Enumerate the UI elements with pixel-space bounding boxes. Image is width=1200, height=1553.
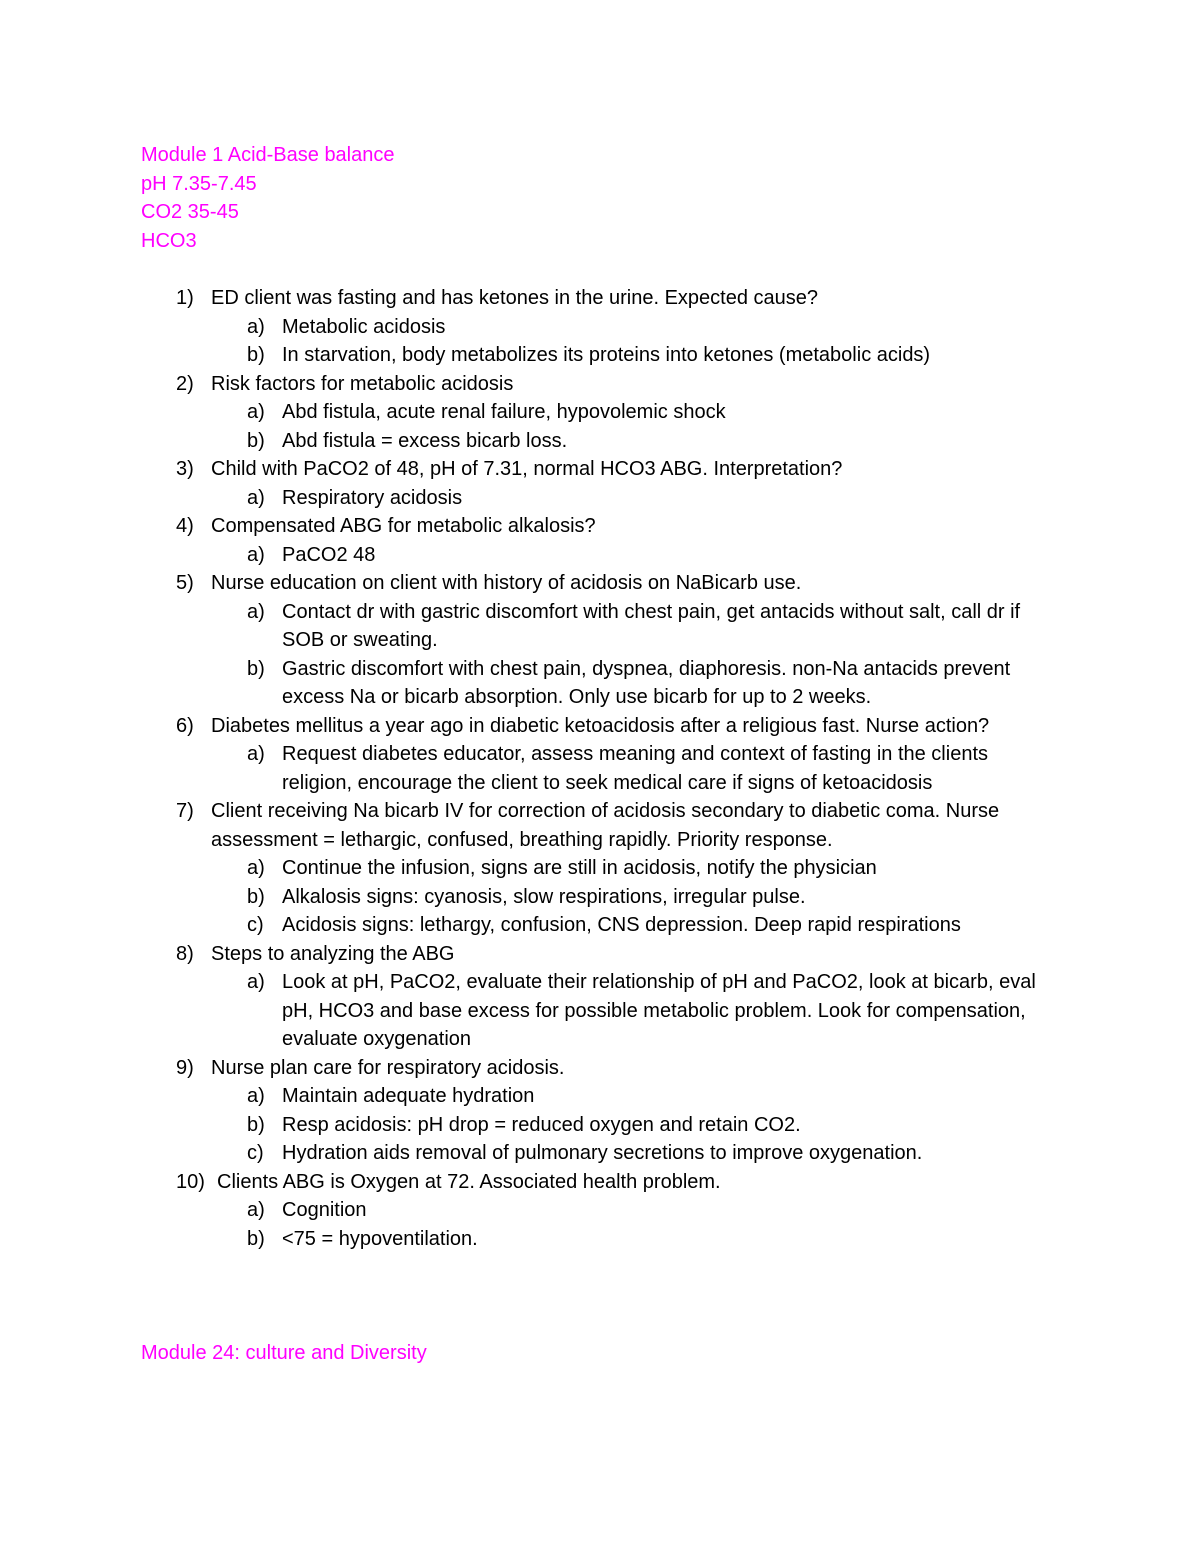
answer-item <box>0 598 1200 655</box>
question-text: Diabetes mellitus a year ago in diabetic ketoacidosis after a religious fast. Nurse action? <box>211 714 990 737</box>
module-title: Module 1 Acid-Base balance <box>141 144 395 166</box>
answer-letter: a) <box>247 486 265 509</box>
answer-letter: c) <box>247 914 264 936</box>
answer-letter: a) <box>247 1085 265 1107</box>
answer-text: Continue the infusion, signs are still in acidosis, notify the physician <box>282 857 877 879</box>
answer-text: Look at pH, PaCO2, evaluate their relationship of pH and PaCO2, look at bicarb, eval pH, HCO3 and base excess for possible metabolic problem. Look for compensation, evaluate oxygenation <box>282 971 1036 1050</box>
question-list <box>0 284 1200 1253</box>
answer-text: Request diabetes educator, assess meaning and context of fasting in the clients religion, encourage the client to seek medical care if signs of ketoacidosis <box>282 743 988 794</box>
answer-item <box>0 341 1200 370</box>
question-number: 8) <box>176 942 194 965</box>
answer-letter: b) <box>247 429 265 452</box>
hco3-label: HCO3 <box>141 229 197 252</box>
answer-text: Contact dr with gastric discomfort with chest pain, get antacids without salt, call dr if SOB or sweating. <box>282 600 1021 651</box>
answer-item <box>0 854 1200 883</box>
answer-item <box>0 1111 1200 1140</box>
question-item <box>0 284 1200 313</box>
question-number: 7) <box>176 800 194 822</box>
question-number: 3) <box>176 458 194 480</box>
answer-letter: b) <box>247 344 265 366</box>
question-text: Nurse plan care for respiratory acidosis. <box>211 1056 565 1079</box>
question-item <box>0 712 1200 741</box>
question-item <box>0 1168 1200 1197</box>
answer-item <box>0 427 1200 456</box>
answer-text: Acidosis signs: lethargy, confusion, CNS depression. Deep rapid respirations <box>282 914 961 936</box>
module-header <box>141 141 395 255</box>
answer-letter: a) <box>247 857 265 879</box>
question-text: Compensated ABG for metabolic alkalosis? <box>211 515 596 537</box>
question-text: Client receiving Na bicarb IV for correction of acidosis secondary to diabetic coma. Nurse assessment = lethargic, confused, breathing rapidly. Priority response. <box>211 800 1000 851</box>
answer-letter: b) <box>247 1113 265 1136</box>
answer-text: In starvation, body metabolizes its proteins into ketones (metabolic acids) <box>282 344 931 366</box>
co2-range: CO2 35-45 <box>141 201 239 223</box>
question-number: 5) <box>176 572 194 594</box>
question-item <box>0 569 1200 598</box>
answer-item <box>0 911 1200 940</box>
answer-item <box>0 541 1200 570</box>
question-text: ED client was fasting and has ketones in the urine. Expected cause? <box>211 287 819 309</box>
answer-text: Abd fistula = excess bicarb loss. <box>282 429 568 452</box>
answer-letter: a) <box>247 401 265 423</box>
answer-item <box>0 1225 1200 1254</box>
question-item <box>0 1054 1200 1083</box>
question-item <box>0 370 1200 399</box>
answer-item <box>0 883 1200 912</box>
question-text: Steps to analyzing the ABG <box>211 942 455 965</box>
answer-letter: a) <box>247 543 265 566</box>
question-number: 10) <box>176 1170 205 1193</box>
answer-text: Alkalosis signs: cyanosis, slow respirations, irregular pulse. <box>282 885 806 908</box>
answer-text: Respiratory acidosis <box>282 486 463 509</box>
answer-text: Hydration aids removal of pulmonary secretions to improve oxygenation. <box>282 1142 923 1164</box>
question-number: 2) <box>176 372 194 395</box>
question-item <box>0 455 1200 484</box>
answer-item <box>0 398 1200 427</box>
answer-letter: b) <box>247 657 265 680</box>
question-number: 9) <box>176 1056 194 1079</box>
question-text: Clients ABG is Oxygen at 72. Associated health problem. <box>217 1170 721 1193</box>
answer-letter: c) <box>247 1142 264 1164</box>
answer-letter: a) <box>247 315 265 338</box>
answer-text: Abd fistula, acute renal failure, hypovolemic shock <box>282 401 726 423</box>
answer-item <box>0 1082 1200 1111</box>
answer-letter: a) <box>247 600 265 623</box>
question-text: Child with PaCO2 of 48, pH of 7.31, normal HCO3 ABG. Interpretation? <box>211 458 843 480</box>
question-item <box>0 797 1200 854</box>
question-item <box>0 940 1200 969</box>
answer-item <box>0 1196 1200 1225</box>
answer-item <box>0 968 1200 1054</box>
answer-item <box>0 1139 1200 1168</box>
answer-text: Gastric discomfort with chest pain, dyspnea, diaphoresis. non-Na antacids prevent excess Na or bicarb absorption. Only use bicarb for up to 2 weeks. <box>282 657 1011 708</box>
answer-text: PaCO2 48 <box>282 543 376 566</box>
answer-text: Cognition <box>282 1199 367 1221</box>
question-text: Risk factors for metabolic acidosis <box>211 372 514 395</box>
answer-letter: a) <box>247 971 265 993</box>
answer-text: Metabolic acidosis <box>282 315 446 338</box>
question-number: 6) <box>176 714 194 737</box>
answer-item <box>0 740 1200 797</box>
question-number: 4) <box>176 515 194 537</box>
question-number: 1) <box>176 287 194 309</box>
answer-text: Maintain adequate hydration <box>282 1085 535 1107</box>
answer-letter: b) <box>247 885 265 908</box>
answer-letter: b) <box>247 1227 265 1250</box>
answer-item <box>0 313 1200 342</box>
answer-text: Resp acidosis: pH drop = reduced oxygen and retain CO2. <box>282 1113 801 1136</box>
answer-item <box>0 484 1200 513</box>
answer-item <box>0 655 1200 712</box>
next-module-heading: Module 24: culture and Diversity <box>141 1342 427 1364</box>
ph-range: pH 7.35-7.45 <box>141 172 257 195</box>
question-item <box>0 512 1200 541</box>
answer-letter: a) <box>247 1199 265 1221</box>
answer-text: <75 = hypoventilation. <box>282 1227 478 1250</box>
answer-letter: a) <box>247 743 265 765</box>
question-text: Nurse education on client with history of acidosis on NaBicarb use. <box>211 572 802 594</box>
